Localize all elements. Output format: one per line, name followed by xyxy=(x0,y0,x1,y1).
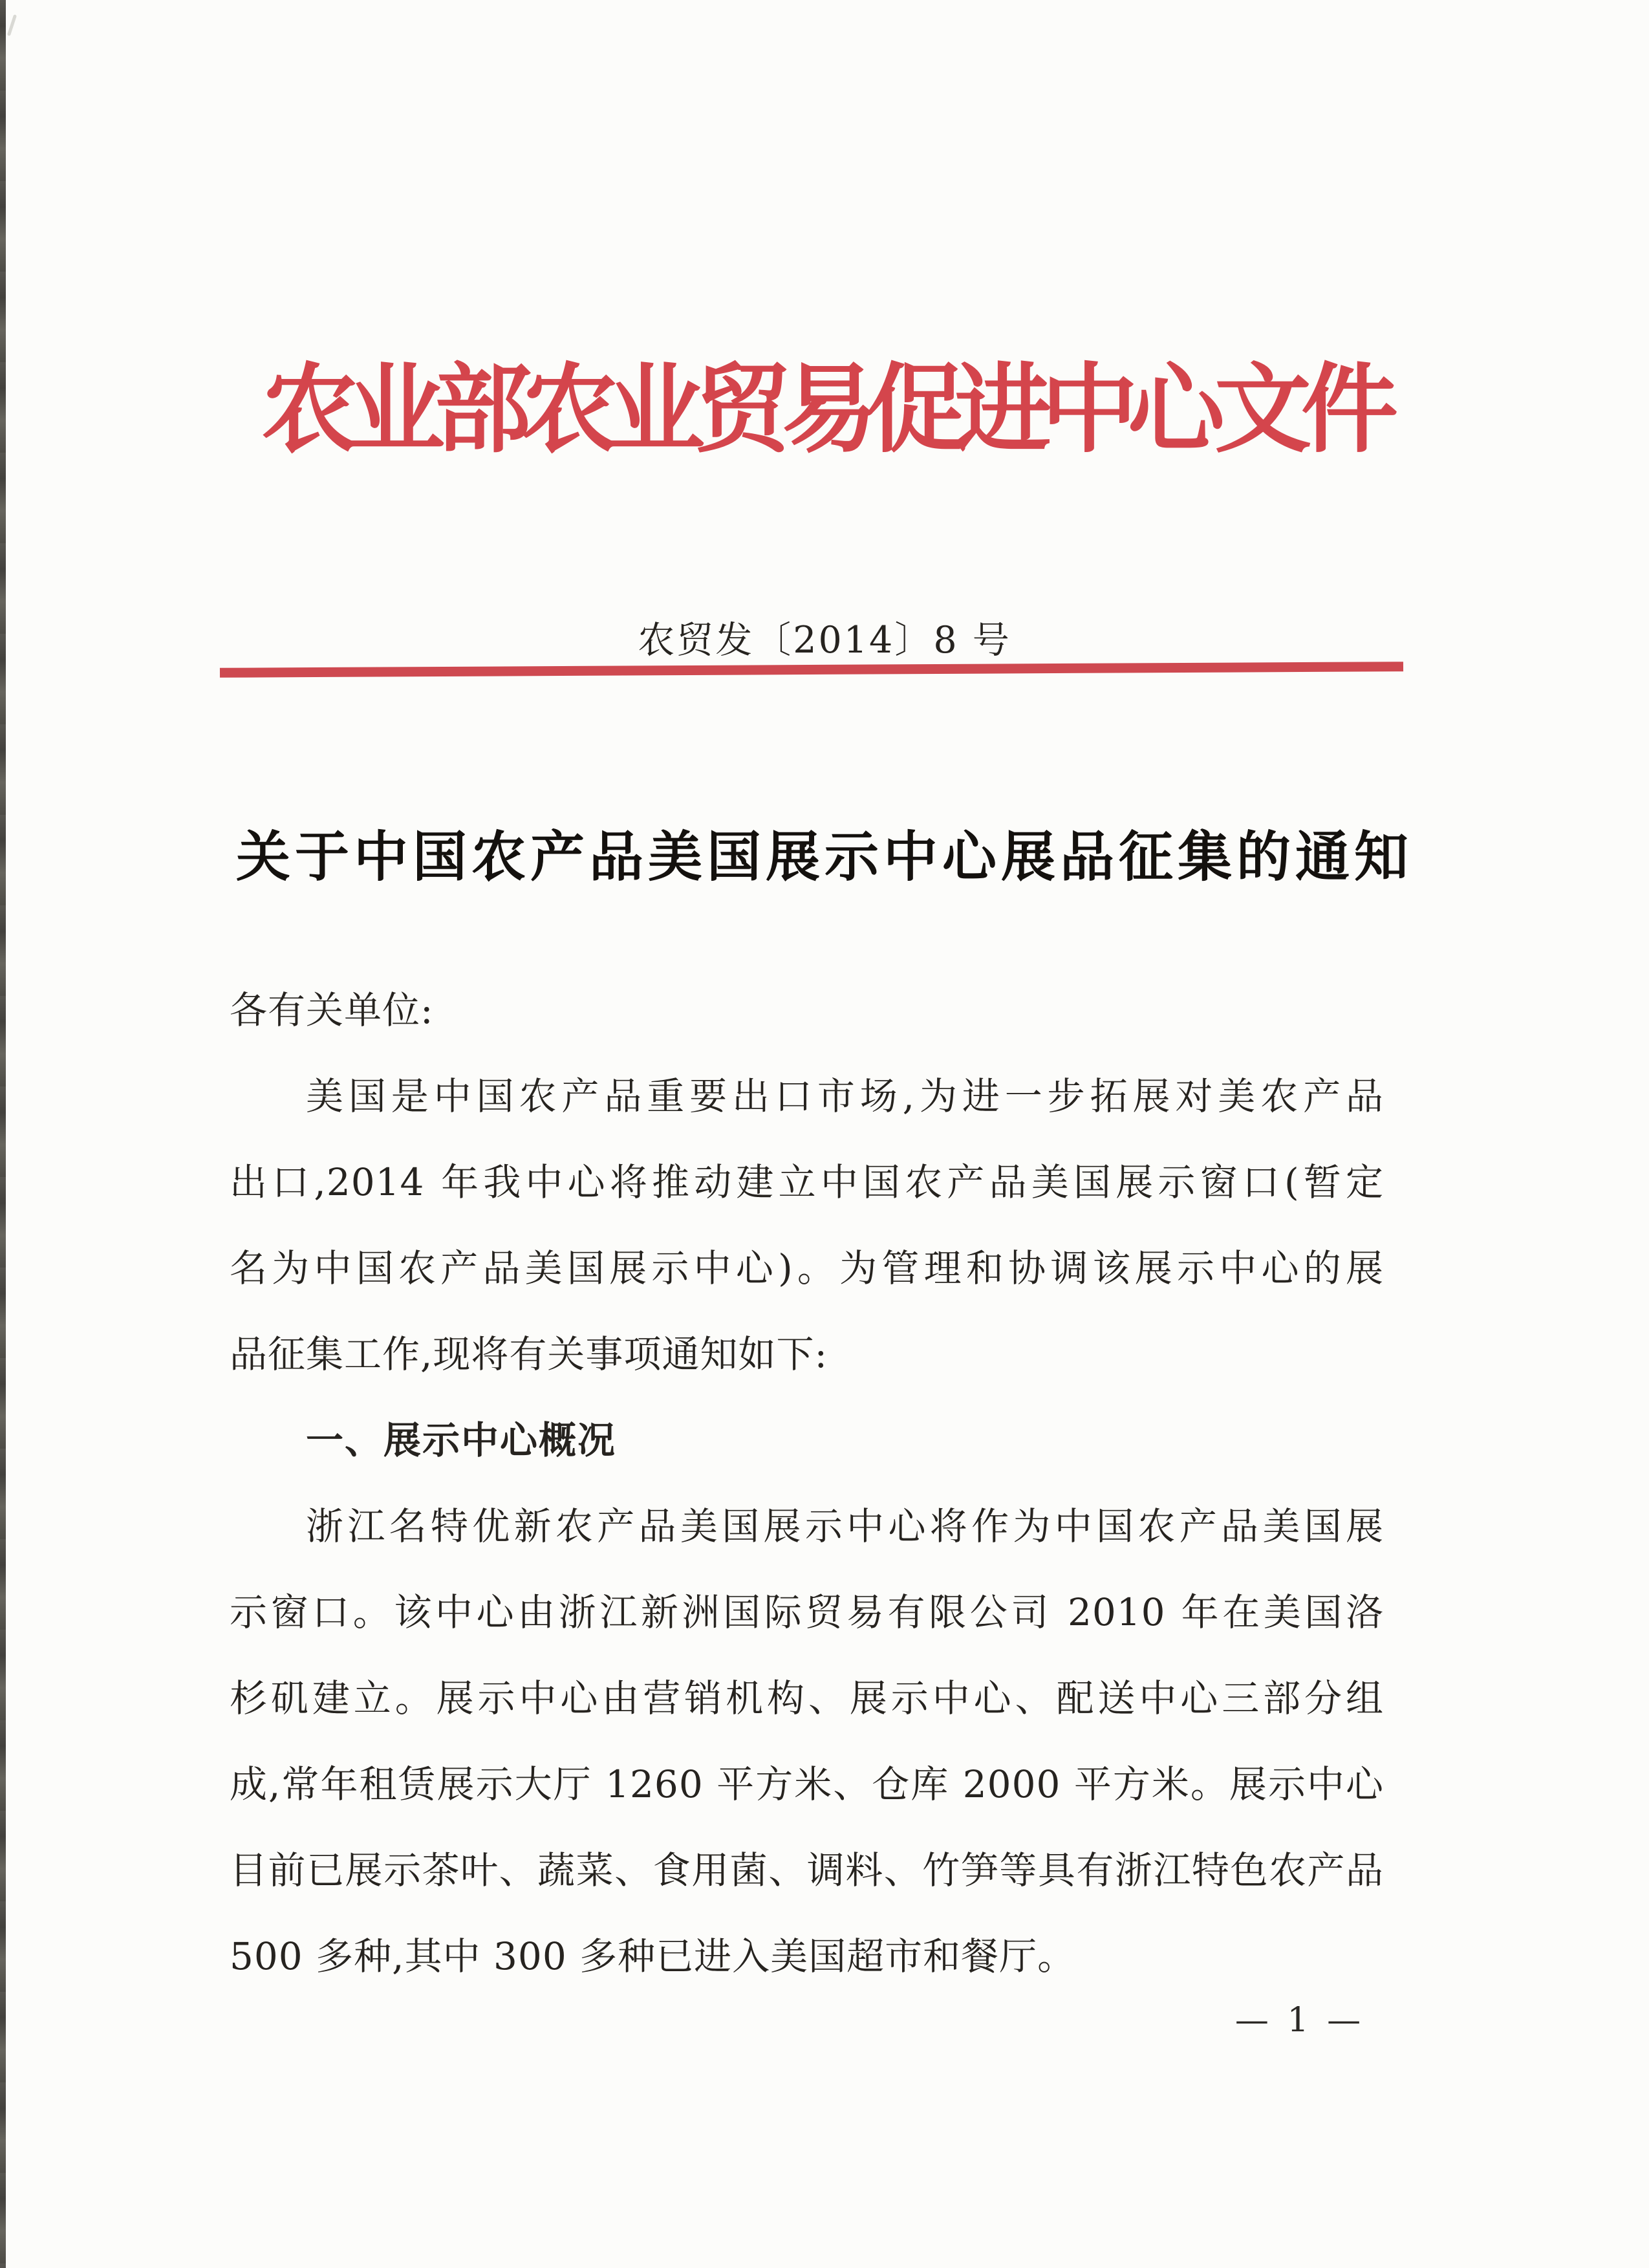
page-number: — 1 — xyxy=(1234,2001,1365,2040)
body-line: 各有关单位: xyxy=(230,988,434,1032)
body-line: 杉矶建立。展示中心由营销机构、展示中心、配送中心三部分组 xyxy=(230,1676,1384,1720)
body-line: 名为中国农产品美国展示中心)。为管理和协调该展示中心的展 xyxy=(230,1246,1384,1290)
body-line: 一、展示中心概况 xyxy=(306,1418,617,1462)
body-line: 示窗口。该中心由浙江新洲国际贸易有限公司 2010 年在美国洛 xyxy=(230,1590,1384,1634)
body-line: 美国是中国农产品重要出口市场,为进一步拓展对美农产品 xyxy=(306,1074,1384,1118)
document-header-title: 农业部农业贸易促进中心文件 xyxy=(261,352,1388,466)
document-number: 农贸发〔2014〕8 号 xyxy=(638,619,1011,662)
body-line: 出口,2014 年我中心将推动建立中国农产品美国展示窗口(暂定 xyxy=(230,1160,1384,1204)
body-line: 浙江名特优新农产品美国展示中心将作为中国农产品美国展 xyxy=(306,1504,1384,1548)
scan-smudge-artifact xyxy=(7,14,17,36)
red-separator-rule xyxy=(220,662,1403,678)
body-line: 成,常年租赁展示大厅 1260 平方米、仓库 2000 平方米。展示中心 xyxy=(230,1762,1384,1806)
body-line: 品征集工作,现将有关事项通知如下: xyxy=(230,1332,828,1376)
body-line: 目前已展示茶叶、蔬菜、食用菌、调料、竹笋等具有浙江特色农产品 xyxy=(230,1848,1384,1892)
document-body xyxy=(230,967,1384,2000)
body-line: 500 多种,其中 300 多种已进入美国超市和餐厅。 xyxy=(230,1934,1076,1978)
notice-title: 关于中国农产品美国展示中心展品征集的通知 xyxy=(235,825,1413,889)
